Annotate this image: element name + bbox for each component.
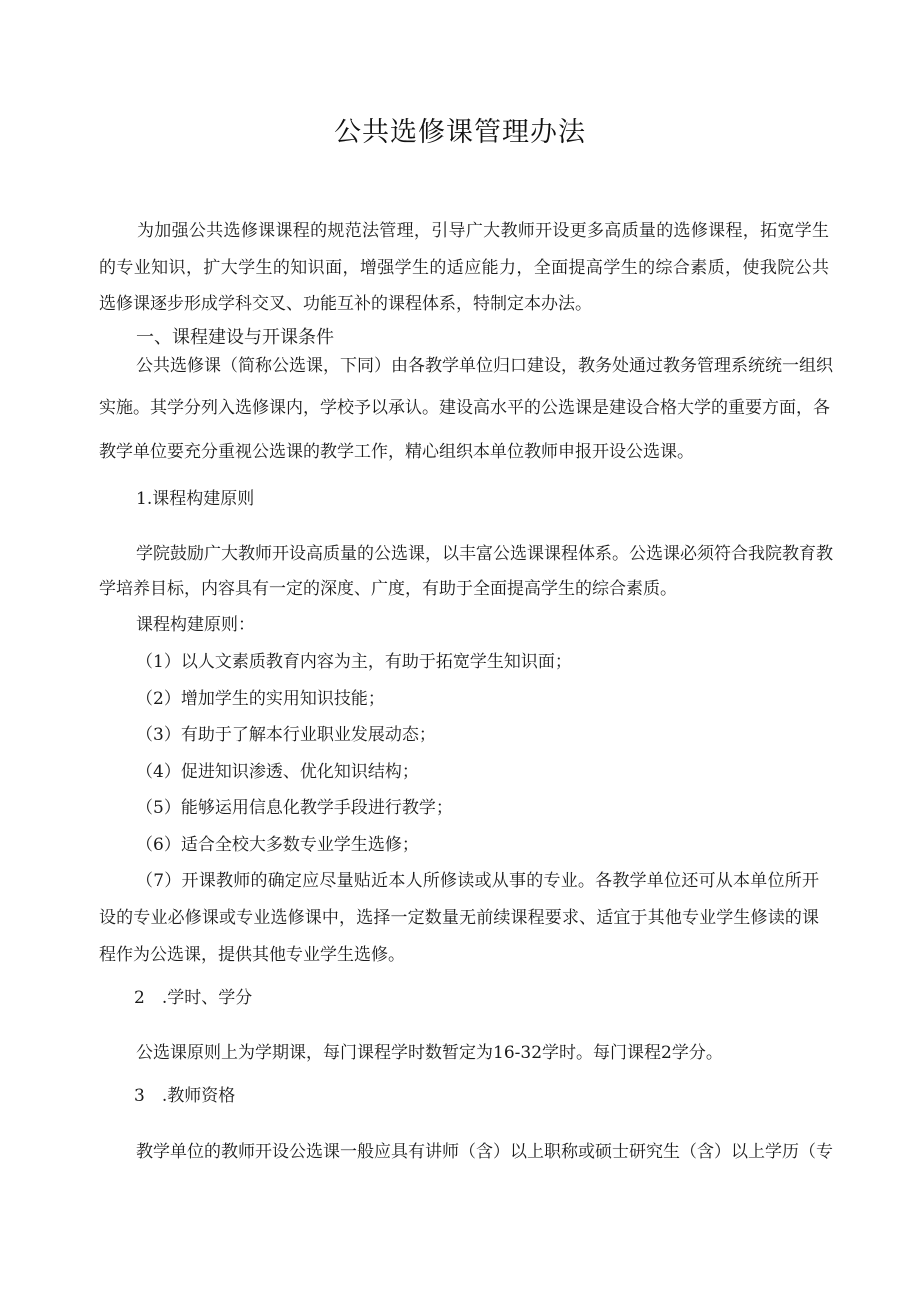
intro-line-2: 的专业知识，扩大学生的知识面，增强学生的适应能力，全面提高学生的综合素质，使我院公共 (99, 258, 829, 278)
sub-2-paragraph: 公选课原则上为学期课，每门课程学时数暂定为16-32学时。每门课程2学分。 (136, 1043, 723, 1063)
principle-item: （2）增加学生的实用知识技能； (136, 689, 385, 709)
intro-line-1: 为加强公共选修课课程的规范法管理，引导广大教师开设更多高质量的选修课程，拓宽学生 (137, 221, 829, 241)
intro-line-3: 选修课逐步形成学科交叉、功能互补的课程体系，特制定本办法。 (99, 294, 592, 314)
document-title: 公共选修课管理办法 (334, 117, 586, 148)
principle-item: （4）促进知识渗透、优化知识结构； (136, 762, 419, 782)
section-1-line-2: 实施。其学分列入选修课内，学校予以承认。建设高水平的公选课是建设合格大学的重要方面，各 (99, 398, 830, 418)
sub-1-heading: 1.课程构建原则 (136, 489, 255, 509)
principles-label: 课程构建原则： (136, 615, 255, 635)
section-1-heading: 一、课程建设与开课条件 (136, 327, 334, 348)
sub-1-line-1: 学院鼓励广大教师开设高质量的公选课，以丰富公选课课程体系。公选课必须符合我院教育教 (136, 544, 833, 564)
section-1-line-3: 教学单位要充分重视公选课的教学工作，精心组织本单位教师申报开设公选课。 (99, 442, 694, 462)
sub-3-paragraph: 教学单位的教师开设公选课一般应具有讲师（含）以上职称或硕士研究生（含）以上学历（专 (136, 1142, 833, 1162)
sub-1-line-2: 学培养目标，内容具有一定的深度、广度，有助于全面提高学生的综合素质。 (99, 579, 677, 599)
principle-item: （6）适合全校大多数专业学生选修； (136, 835, 419, 855)
principle-item: （3）有助于了解本行业职业发展动态； (136, 725, 436, 745)
sub-3-heading: 3 .教师资格 (134, 1086, 236, 1106)
principle-7-line-1: （7）开课教师的确定应尽量贴近本人所修读或从事的专业。各教学单位还可从本单位所开 (136, 871, 819, 891)
principle-item: （1）以人文素质教育内容为主，有助于拓宽学生知识面； (136, 652, 572, 672)
principle-7-line-3: 程作为公选课，提供其他专业学生选修。 (99, 945, 405, 965)
section-1-line-1: 公共选修课（简称公选课，下同）由各教学单位归口建设，教务处通过教务管理系统统一组织 (136, 356, 833, 376)
principle-7-line-2: 设的专业必修课或专业选修课中，选择一定数量无前续课程要求、适宜于其他专业学生修读的课 (99, 908, 819, 928)
sub-2-heading: 2 .学时、学分 (134, 988, 253, 1008)
principle-item: （5）能够运用信息化教学手段进行教学； (136, 798, 453, 818)
